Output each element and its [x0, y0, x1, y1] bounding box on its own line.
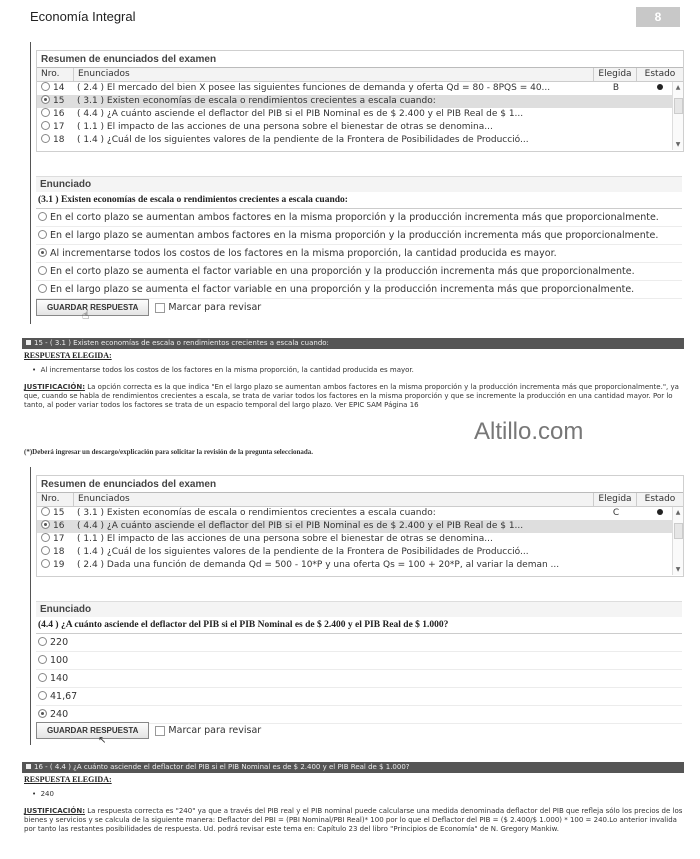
chosen-answer-heading: RESPUESTA ELEGIDA: — [24, 775, 112, 784]
row-statement: ( 2.4 ) El mercado del bien X posee las siguientes funciones de demanda y oferta Qd = 80 - 8PQS = 40... — [77, 83, 551, 93]
answer-option[interactable] — [36, 670, 682, 688]
option-radio[interactable] — [38, 266, 47, 275]
row-number-text: 17 — [53, 122, 65, 132]
watermark: Altillo.com — [474, 418, 584, 445]
answer-option[interactable] — [36, 263, 682, 281]
row-number-text: 15 — [53, 96, 65, 106]
save-answer-button[interactable]: GUARDAR RESPUESTA — [36, 299, 149, 316]
answer-option[interactable] — [36, 281, 682, 299]
row-radio[interactable] — [41, 533, 50, 542]
status-dot-icon — [657, 509, 663, 515]
enunciado-header: Enunciado — [36, 601, 682, 617]
row-radio[interactable] — [41, 121, 50, 130]
page-title: Economía Integral — [30, 9, 136, 24]
scroll-up-icon[interactable]: ▲ — [675, 509, 681, 516]
row-number[interactable] — [37, 546, 73, 559]
row-statement: ( 3.1 ) Existen economías de escala o rendimientos crecientes a escala cuando: — [77, 96, 436, 106]
chosen-answer-heading: RESPUESTA ELEGIDA: — [24, 351, 112, 360]
col-enunciados: Enunciados — [74, 493, 594, 506]
option-text: En el corto plazo se aumentan ambos factores en la misma proporción y la producción incrementa más que proporcionalmente. — [50, 212, 659, 223]
table-row[interactable] — [37, 546, 683, 559]
option-text: Al incrementarse todos los costos de los factores en la misma proporción, la cantidad producida es mayor. — [50, 248, 557, 259]
question-text: (3.1 ) Existen economías de escala o rendimientos crecientes a escala cuando: — [36, 192, 682, 209]
page-header — [0, 0, 700, 32]
chosen-answer-text: Al incrementarse todos los costos de los factores en la misma proporción, la cantidad producida es mayor. — [40, 366, 414, 374]
pointer-cursor-icon: ↖ — [98, 735, 107, 746]
option-text: 140 — [50, 673, 69, 684]
exam-screenshot-1 — [30, 42, 685, 324]
list-scrollbar[interactable] — [672, 507, 683, 575]
option-text: En el largo plazo se aumentan ambos factores en la misma proporción y la producción incrementa más que proporcionalmente. — [50, 230, 659, 241]
feedback-bar — [22, 762, 684, 773]
feedback-bar-text: 15 - ( 3.1 ) Existen economías de escala o rendimientos crecientes a escala cuando: — [34, 339, 329, 347]
col-estado: Estado — [644, 494, 676, 504]
justification — [22, 807, 684, 834]
exam-screenshot-2 — [30, 467, 685, 745]
scroll-thumb[interactable] — [674, 523, 683, 539]
col-nro: Nro. — [37, 68, 74, 81]
table-row[interactable] — [37, 82, 683, 95]
justification-label: JUSTIFICACIÓN: — [24, 807, 86, 815]
row-statement: ( 1.4 ) ¿Cuál de los siguientes valores de la pendiente de la Frontera de Posibilidades de Producció... — [77, 547, 529, 557]
summary-title: Resumen de enunciados del examen — [37, 51, 683, 68]
chosen-answer-text: 240 — [40, 790, 54, 798]
answer-option[interactable] — [36, 634, 682, 652]
row-statement: ( 4.4 ) ¿A cuánto asciende el deflactor del PIB si el PIB Nominal es de $ 2.400 y el PIB Real de $ 1... — [77, 521, 524, 531]
col-enunciados: Enunciados — [74, 68, 594, 81]
table-row[interactable] — [37, 520, 683, 533]
review-checkbox[interactable] — [155, 726, 165, 736]
option-text: 220 — [50, 637, 69, 648]
feedback-bar-text: 16 - ( 4.4 ) ¿A cuánto asciende el deflactor del PIB si el PIB Nominal es de $ 2.400 y el PIB Real de $ 1.000? — [34, 763, 410, 771]
option-radio[interactable] — [38, 709, 47, 718]
feedback-panel-1 — [22, 338, 684, 460]
row-statement: ( 1.1 ) El impacto de las acciones de una persona sobre el bienestar de otras se denomina... — [77, 534, 493, 544]
table-row[interactable] — [37, 121, 683, 134]
option-text: En el corto plazo se aumenta el factor variable en una proporción y la producción incrementa más que proporcionalmente. — [50, 266, 635, 277]
row-number[interactable] — [37, 559, 73, 572]
row-number[interactable] — [37, 134, 73, 147]
row-chosen — [595, 559, 637, 572]
table-row[interactable] — [37, 108, 683, 121]
row-number[interactable] — [37, 95, 73, 108]
option-text: 100 — [50, 655, 69, 666]
answer-option[interactable] — [36, 652, 682, 670]
col-estado: Estado — [644, 69, 676, 79]
row-number-text: 18 — [53, 135, 65, 145]
hand-cursor-icon: ☝ — [82, 308, 90, 322]
question-list — [37, 82, 683, 150]
justification-text: La respuesta correcta es "240" ya que a través del PIB real y el PIB nominal puede calcularse una medida denominada deflactor del PIB que refleja sólo los precios de los bienes y servicios y se calcula de la siguiente manera: Deflactor del PBI = (PBI Nominal/PBI Real)* 100 por lo que el Deflactor del PIB = ($ 2.400/$ 1.000) * 100 = 240.Lo anterior invalida por tanto las restantes posibilidades de respuesta. Ud. podrá revisar este tema en: Capítulo 23 del libro "Principios de Economía" de N. Gregory Mankiw. — [24, 807, 683, 833]
table-row[interactable] — [37, 507, 683, 520]
option-radio[interactable] — [38, 691, 47, 700]
row-number-text: 15 — [53, 508, 65, 518]
row-chosen — [595, 121, 637, 134]
row-radio[interactable] — [41, 95, 50, 104]
review-note: (*)Deberá ingresar un descargo/explicación para solicitar la revisión de la pregunta seleccionada. — [24, 448, 314, 456]
left-rule — [30, 42, 31, 324]
action-row — [36, 299, 261, 316]
row-chosen: B — [612, 83, 620, 93]
option-radio[interactable] — [38, 637, 47, 646]
answer-option[interactable] — [36, 688, 682, 706]
col-elegida: Elegida — [594, 68, 637, 81]
answer-options — [36, 634, 682, 724]
row-chosen — [595, 134, 637, 147]
col-elegida: Elegida — [594, 493, 637, 506]
row-statement: ( 1.4 ) ¿Cuál de los siguientes valores de la pendiente de la Frontera de Posibilidades de Producció... — [77, 135, 529, 145]
option-radio[interactable] — [38, 230, 47, 239]
option-radio[interactable] — [38, 212, 47, 221]
list-scrollbar[interactable] — [672, 82, 683, 150]
justification-label: JUSTIFICACIÓN: — [24, 383, 86, 391]
table-header — [37, 68, 683, 82]
row-number[interactable] — [37, 507, 73, 520]
row-statement: ( 4.4 ) ¿A cuánto asciende el deflactor del PIB si el PIB Nominal es de $ 2.400 y el PIB Real de $ 1... — [77, 109, 524, 119]
row-radio[interactable] — [41, 108, 50, 117]
enunciado-header: Enunciado — [36, 176, 682, 192]
row-number[interactable] — [37, 82, 73, 95]
row-radio[interactable] — [41, 559, 50, 568]
row-chosen — [595, 533, 637, 546]
table-row[interactable] — [37, 559, 683, 572]
option-radio[interactable] — [38, 284, 47, 293]
row-statement: ( 3.1 ) Existen economías de escala o rendimientos crecientes a escala cuando: — [77, 508, 436, 518]
option-radio[interactable] — [38, 248, 47, 257]
justification — [22, 383, 684, 410]
enunciado-panel — [36, 601, 682, 724]
table-header — [37, 493, 683, 507]
row-radio[interactable] — [41, 507, 50, 516]
row-number-text: 18 — [53, 547, 65, 557]
scroll-down-icon[interactable]: ▼ — [675, 566, 681, 573]
chosen-answer: • Al incrementarse todos los costos de los factores en la misma proporción, la cantidad producida es mayor. — [32, 366, 414, 374]
row-chosen — [595, 520, 637, 533]
scroll-up-icon[interactable]: ▲ — [675, 84, 681, 91]
answer-option[interactable] — [36, 209, 682, 227]
answer-option[interactable] — [36, 245, 682, 263]
summary-table — [36, 475, 684, 577]
save-answer-button[interactable]: GUARDAR RESPUESTA — [36, 722, 149, 739]
row-radio[interactable] — [41, 546, 50, 555]
feedback-panel-2 — [22, 762, 684, 842]
row-number-text: 16 — [53, 109, 65, 119]
row-radio[interactable] — [41, 520, 50, 529]
option-text: En el largo plazo se aumenta el factor variable en una proporción y la producción incrementa más que proporcionalmente. — [50, 284, 635, 295]
feedback-bar — [22, 338, 684, 349]
square-icon — [26, 764, 31, 769]
row-chosen — [595, 546, 637, 559]
row-radio[interactable] — [41, 82, 50, 91]
scroll-thumb[interactable] — [674, 98, 683, 114]
table-row[interactable] — [37, 533, 683, 546]
row-chosen — [595, 108, 637, 121]
row-number[interactable] — [37, 121, 73, 134]
left-rule — [30, 467, 31, 745]
row-number[interactable] — [37, 533, 73, 546]
status-dot-icon — [657, 84, 663, 90]
review-label: Marcar para revisar — [168, 302, 262, 313]
summary-table — [36, 50, 684, 152]
row-number-text: 17 — [53, 534, 65, 544]
row-number-text: 19 — [53, 560, 65, 570]
option-radio[interactable] — [38, 655, 47, 664]
row-chosen: C — [612, 508, 620, 518]
row-statement: ( 2.4 ) Dada una función de demanda Qd = 500 - 10*P y una oferta Qs = 100 + 20*P, al variar la deman ... — [77, 560, 560, 570]
row-number-text: 14 — [53, 83, 65, 93]
option-radio[interactable] — [38, 673, 47, 682]
option-text: 240 — [50, 709, 69, 720]
review-checkbox[interactable] — [155, 303, 165, 313]
answer-option[interactable] — [36, 227, 682, 245]
col-nro: Nro. — [37, 493, 74, 506]
row-number[interactable] — [37, 108, 73, 121]
justification-text: La opción correcta es la que indica "En el largo plazo se aumentan ambos factores en la misma proporción y la producción incrementa más que proporcionalmente.", ya que, cuando se habla de rendimientos crecientes a escala, se trata de variar todos los factores en la misma proporción y que se incremente la producción en una cantidad mayor. Por lo tanto, al poder variar todos los factores se trata de un espacio temporal del largo plazo. Ver EPIC SAM Página 16 — [24, 383, 679, 409]
action-row — [36, 722, 261, 739]
review-label: Marcar para revisar — [168, 725, 262, 736]
row-number[interactable] — [37, 520, 73, 533]
row-chosen — [595, 95, 637, 108]
row-number-text: 16 — [53, 521, 65, 531]
summary-title: Resumen de enunciados del examen — [37, 476, 683, 493]
row-radio[interactable] — [41, 134, 50, 143]
enunciado-panel — [36, 176, 682, 299]
scroll-down-icon[interactable]: ▼ — [675, 141, 681, 148]
square-icon — [26, 340, 31, 345]
answer-options — [36, 209, 682, 299]
table-row[interactable] — [37, 134, 683, 147]
chosen-answer: • 240 — [32, 790, 54, 798]
row-statement: ( 1.1 ) El impacto de las acciones de una persona sobre el bienestar de otras se denomina... — [77, 122, 493, 132]
question-text: (4.4 ) ¿A cuánto asciende el deflactor del PIB si el PIB Nominal es de $ 2.400 y el PIB Real de $ 1.000? — [36, 617, 682, 634]
table-row[interactable] — [37, 95, 683, 108]
option-text: 41,67 — [50, 691, 78, 702]
question-list — [37, 507, 683, 575]
page-number: 8 — [636, 7, 680, 27]
